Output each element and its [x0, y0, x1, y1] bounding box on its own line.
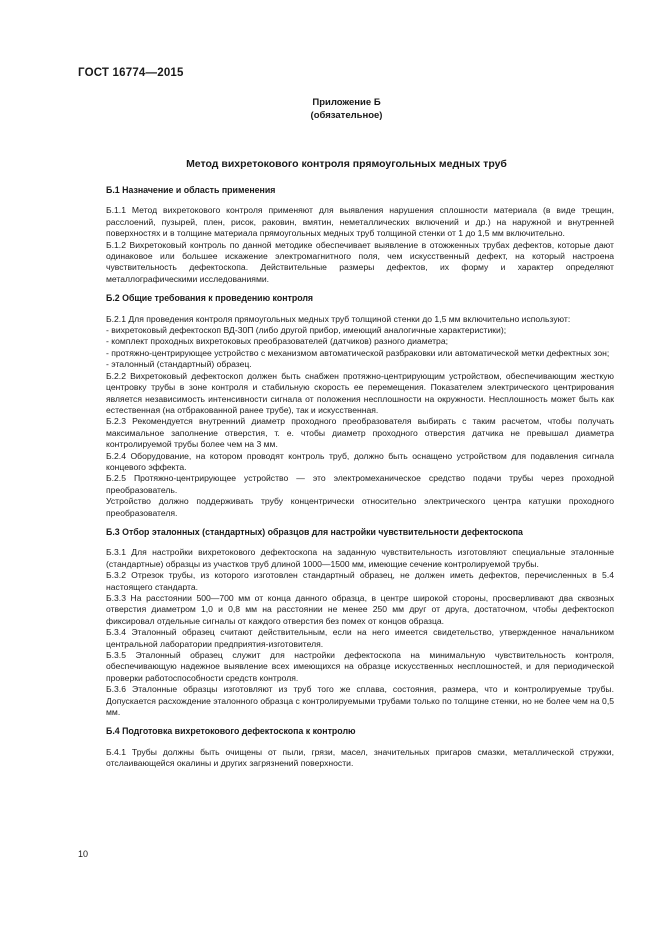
paragraph: Б.4.1 Трубы должны быть очищены от пыли, грязи, масел, значительных пригаров смазки, металлической стружки, отслаивающейся окалины и других загрязнений поверхности. [106, 746, 614, 769]
appendix-label: Приложение Б [312, 97, 381, 108]
paragraph: Б.3.5 Эталонный образец служит для настройки дефектоскопа на минимальную чувствительность контроля, обеспечивающую надежное выявление всех имеющихся на образце искусственных несплошностей, и для периодической проверки работоспособности средств контроля. [106, 650, 614, 683]
paragraph: Устройство должно поддерживать трубу концентрически относительно электрического центра катушки проходного преобразователя. [106, 496, 614, 518]
paragraph: Б.2.3 Рекомендуется внутренний диаметр проходного преобразователя выбирать с таким расчетом, чтобы получать максимальное заполнение отверстия, т. е. чтобы диаметр проходного отверстия датчика не превышал диаметра контролируемой трубы более чем на 3 мм. [106, 416, 614, 450]
list-item: - эталонный (стандартный) образец. [106, 359, 252, 370]
section-heading: Б.1 Назначение и область применения [106, 185, 276, 195]
section-heading: Б.4 Подготовка вихретокового дефектоскопа к контролю [106, 726, 356, 737]
document-code: ГОСТ 16774—2015 [78, 67, 184, 79]
document-body [106, 185, 614, 770]
appendix-type: (обязательное) [310, 110, 383, 121]
list-item: - протяжно-центрирующее устройство с механизмом автоматической разбраковки или автоматической метки дефектных зон; [106, 347, 610, 358]
section-b2 [106, 293, 614, 519]
section-heading: Б.3 Отбор эталонных (стандартных) образцов для настройки чувствительности дефектоскопа [106, 526, 523, 537]
list-item: - комплект проходных вихретоковых преобразователей (датчиков) разного диаметра; [106, 336, 448, 347]
section-b4 [106, 726, 614, 769]
page-number: 10 [78, 849, 89, 859]
section-heading: Б.2 Общие требования к проведению контроля [106, 293, 314, 304]
paragraph: Б.2.5 Протяжно-центрирующее устройство — это электромеханическое средство подачи трубы через проходной преобразователь. [106, 473, 614, 495]
paragraph: Б.3.3 На расстоянии 500—700 мм от конца данного образца, в центре широкой стороны, просверливают два сквозных отверстия диаметром 1,0 и 0,8 мм на расстоянии не менее 250 мм друг от друга, достаточном, чтобы дефектоскоп фиксировал отдельные сигналы от каждого отверстия без помех от концов образца. [106, 593, 614, 626]
paragraph: Б.2.4 Оборудование, на котором проводят контроль труб, должно быть оснащено устройством для подавления сигнала концевого эффекта. [106, 450, 614, 472]
paragraph: Б.1.2 Вихретоковый контроль по данной методике обеспечивает выявление в отожженных трубах дефектов, которые дают одинаковое или большее искажение электромагнитного поля, чем искусственный дефект, на который настроена чувствительность дефектоскопа. Действительные размеры дефектов, их форму и характер определяют металлографическими исследованиями. [106, 239, 614, 284]
appendix-heading [0, 96, 661, 122]
paragraph: Б.3.4 Эталонный образец считают действительным, если на него имеется свидетельство, утвержденное начальником центральной лаборатории предприятия-изготовителя. [106, 627, 614, 649]
paragraph: Б.3.2 Отрезок трубы, из которого изготовлен стандартный образец, не должен иметь дефектов, перечисленных в 5.4 настоящего стандарта. [106, 570, 614, 592]
paragraph: Б.1.1 Метод вихретокового контроля применяют для выявления нарушения сплошности материала (в виде трещин, расслоений, пузырей, плен, рисок, раковин, вмятин, неметаллических включений и др.) на наружной и внутренней поверхностях и в толщине материала прямоугольных медных труб толщиной стенки от 1 до 1,5 мм включительно. [106, 205, 614, 239]
section-b1 [106, 185, 614, 285]
document-title: Метод вихретокового контроля прямоугольных медных труб [186, 158, 507, 170]
paragraph: Б.2.2 Вихретоковый дефектоскоп должен быть снабжен протяжно-центрирующим устройством, обеспечивающим жесткую центровку трубы в зоне контроля и стабильную скорость ее перемещения. Показателем электрического центрирования является независимость интенсивности сигнала от положения несплошности на окружности. Несплошность может быть как естественная (на отбракованной ранее трубе), так и искусственная. [106, 370, 614, 415]
paragraph: Б.3.1 Для настройки вихретокового дефектоскопа на заданную чувствительность изготовляют специальные эталонные (стандартные) образцы из участков труб длиной 1000—1500 мм, имеющие сечение контролируемой трубы. [106, 547, 614, 569]
paragraph: Б.3.6 Эталонные образцы изготовляют из труб того же сплава, состояния, размера, что и контролируемые трубы. Допускается расхождение эталонного образца с контролируемыми трубами только по толщине стенки, но не более чем на 0,5 мм. [106, 684, 614, 718]
list-item: - вихретоковый дефектоскоп ВД-30П (либо другой прибор, имеющий аналогичные характеристики); [106, 325, 507, 336]
paragraph: Б.2.1 Для проведения контроля прямоугольных медных труб толщиной стенки до 1,5 мм включительно используют: [106, 313, 571, 324]
section-b3 [106, 527, 614, 719]
